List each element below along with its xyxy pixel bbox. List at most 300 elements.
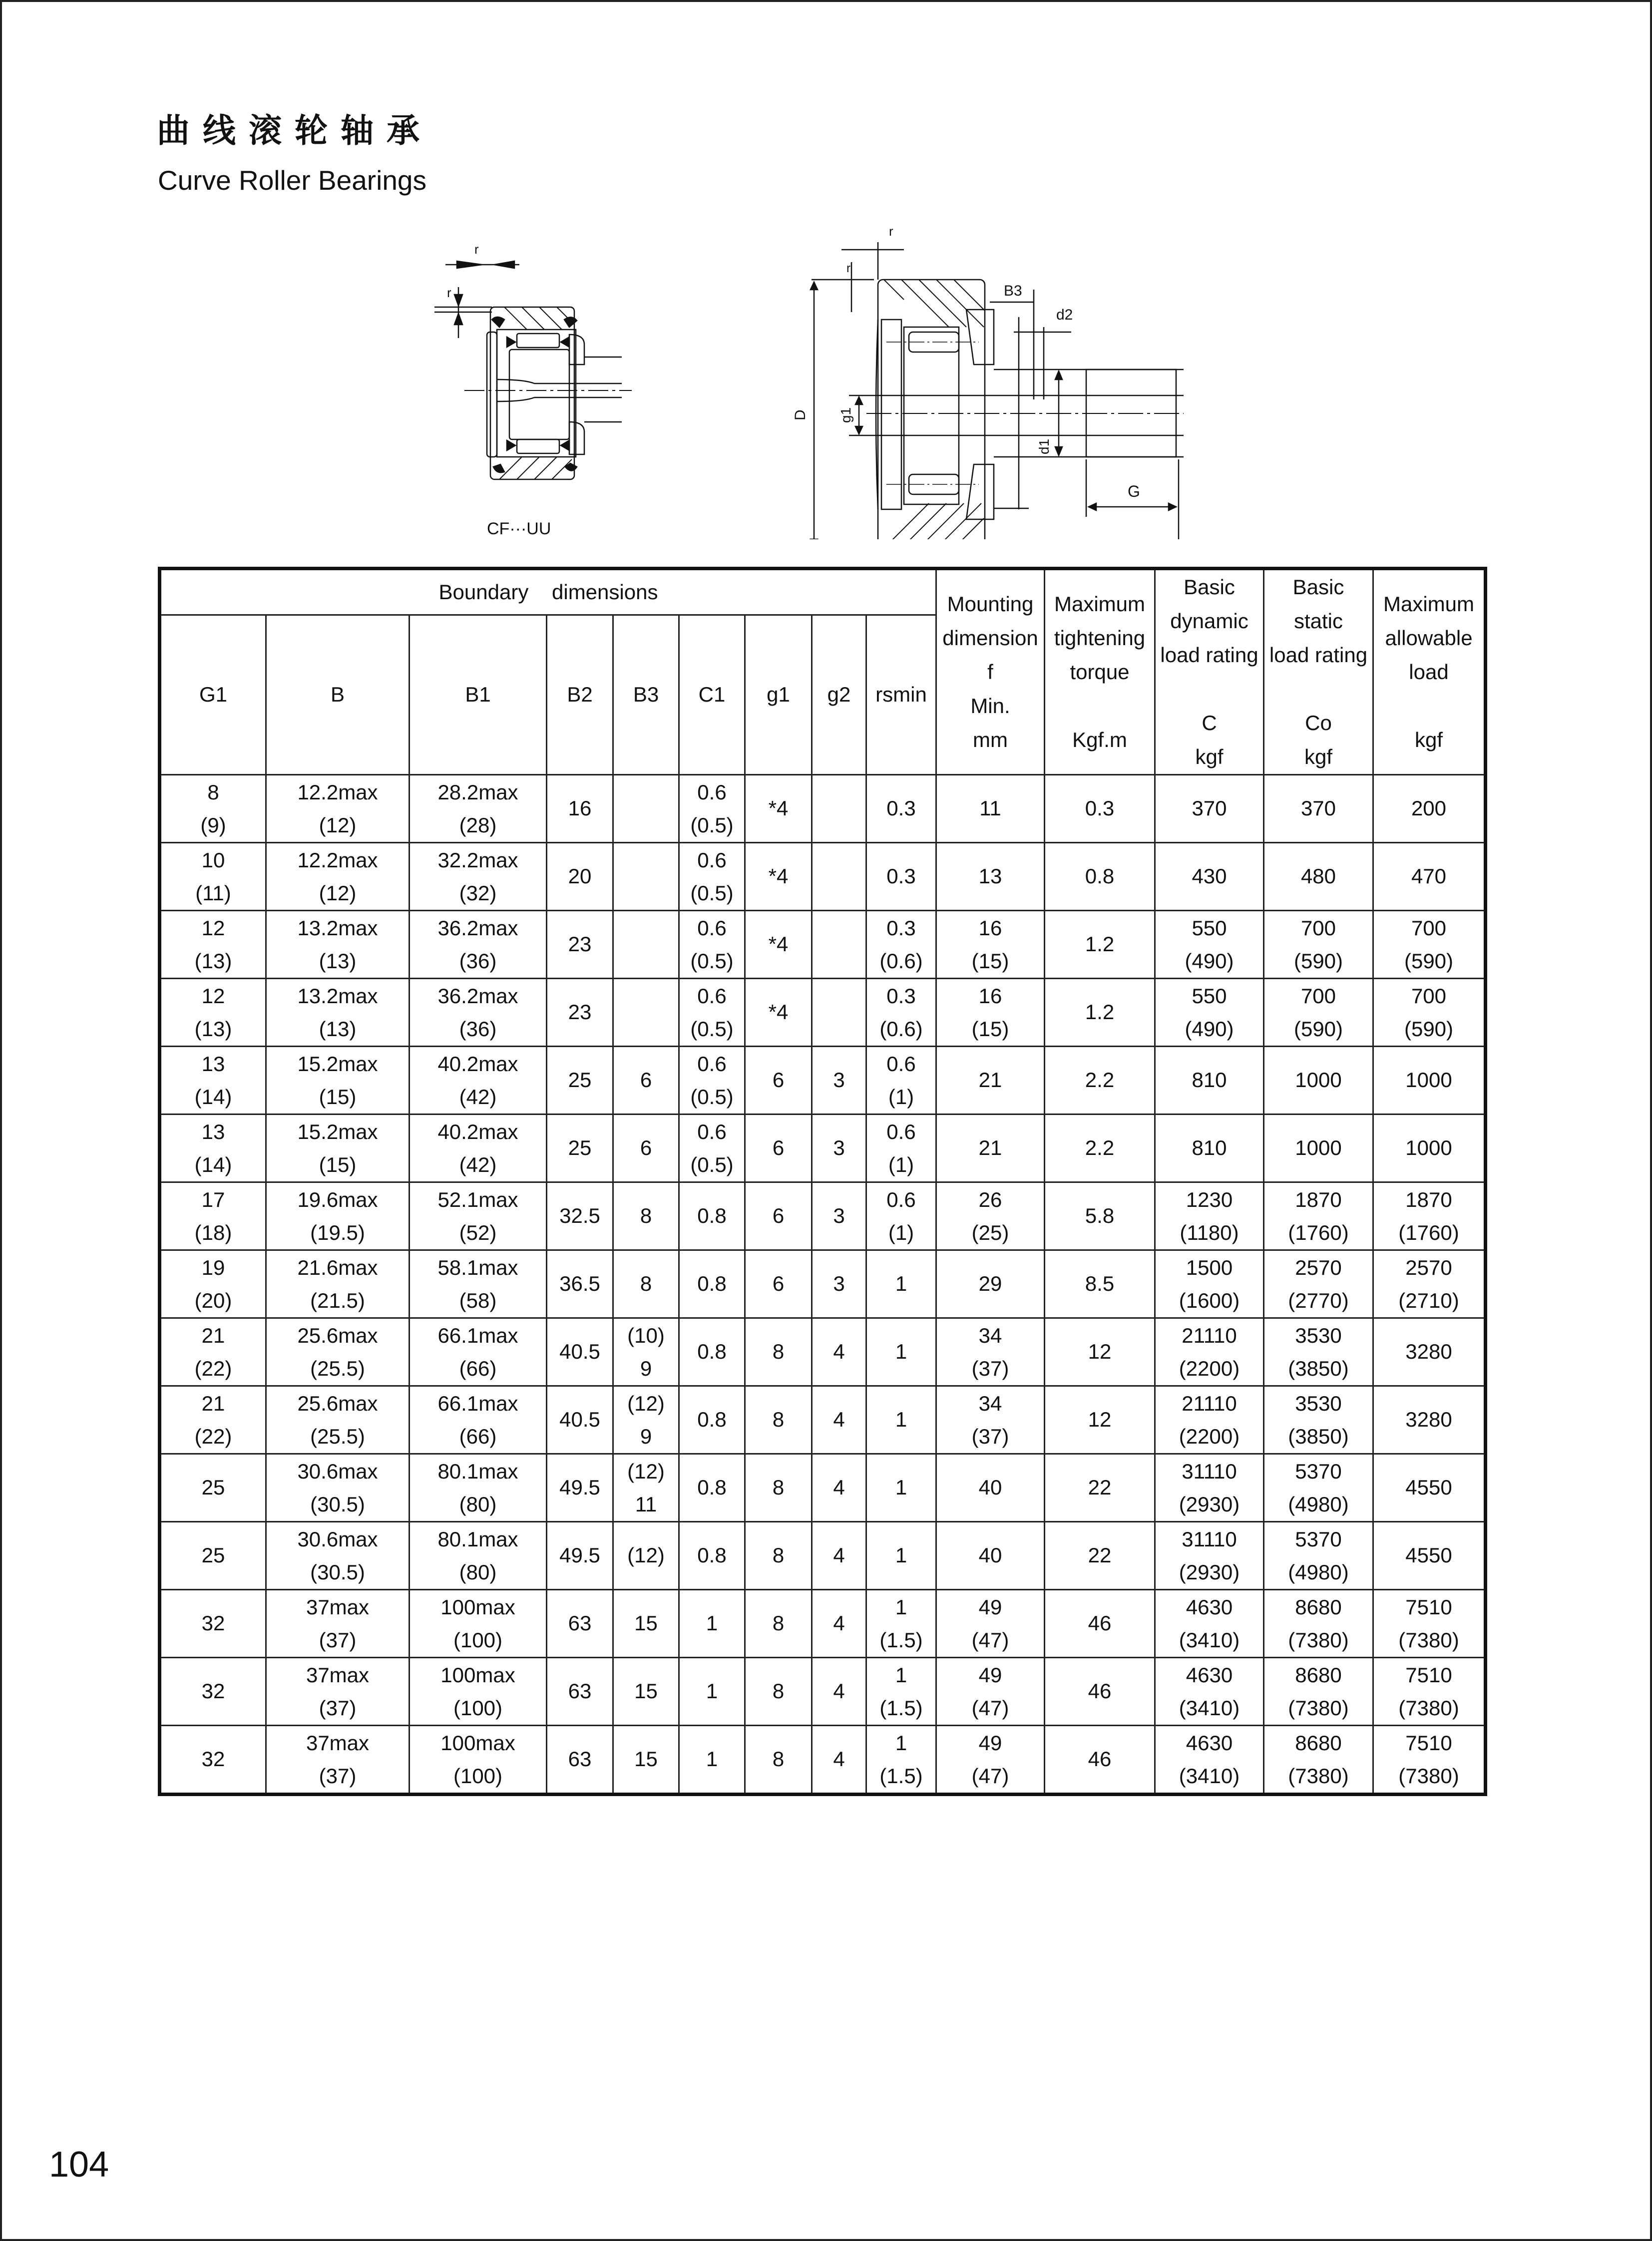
cell-value-alt: (13) [319,949,357,973]
cell-value: 63 [568,1679,592,1703]
cell-value: 0.3 [886,864,916,888]
cell-b2 [547,775,613,843]
header-basic-static-load [1264,569,1373,775]
d2-label: d2 [1056,307,1073,323]
cell-co [1264,911,1373,979]
table-row [160,1318,1486,1386]
cell-value-alt: (19.5) [310,1220,365,1244]
cell-max-load [1373,979,1486,1047]
cell-value-alt: (13) [194,949,232,973]
cell-value: 0.6 [697,1120,727,1143]
bearing-drawing-stud [784,220,1184,539]
header-line: Kgf.m [1072,728,1127,751]
header-basic-dynamic-load [1155,569,1264,775]
cell-value-alt: (7380) [1288,1764,1349,1788]
cell-value-alt: (21.5) [310,1288,365,1312]
cell-value: *4 [768,796,789,820]
cell-value: 49.5 [559,1476,600,1499]
cell-b [266,1047,410,1115]
cell-value-alt: (1) [888,1085,914,1109]
cell-g2 [812,1454,866,1522]
cell-value: 2.2 [1085,1068,1115,1092]
cell-b1 [410,775,547,843]
b3-label: B3 [1004,283,1022,299]
cell-torque [1045,775,1155,843]
cell-value-alt: (13) [319,1017,357,1041]
cell-value: 5.8 [1085,1204,1115,1228]
cell-b3 [613,1047,679,1115]
cell-value-alt: (25.5) [310,1424,365,1448]
cell-value: 8 [772,1611,785,1635]
cell-value: 8 [640,1272,652,1296]
cell-value: 3530 [1295,1391,1342,1415]
cell-value: 15 [634,1611,658,1635]
cell-g2 [812,1386,866,1454]
cell-value-alt: (4980) [1288,1492,1349,1516]
cell-g1 [745,1726,812,1795]
cell-value: 1 [706,1747,718,1771]
cell-value: 32.2max [437,848,518,872]
cell-value: 16 [978,916,1002,940]
cell-b1 [410,1522,547,1590]
header-line: allowable [1385,626,1473,650]
table-row [160,911,1486,979]
cell-value: 21110 [1182,1323,1237,1347]
cell-b [266,843,410,911]
cell-value-alt: (1.5) [879,1628,923,1652]
g-label: G [1128,482,1140,500]
cell-value: 480 [1300,864,1336,888]
cell-value: 1 [895,1731,907,1755]
cell-value: 0.6 [697,848,727,872]
cell-value: 8 [772,1747,785,1771]
cell-value: 4 [833,1747,845,1771]
cell-c [1155,1250,1264,1318]
cell-value: 700 [1300,984,1336,1008]
header-line: Min. [970,694,1010,718]
cell-rsmin [866,1726,936,1795]
cell-g1 [160,1047,266,1115]
cell-value: 8 [772,1476,785,1499]
cell-value-alt: (25.5) [310,1356,365,1380]
cell-value-alt: (42) [459,1085,497,1109]
cell-value-alt: (100) [453,1696,503,1720]
cell-f [936,1454,1045,1522]
cell-value: 0.6 [697,1052,727,1076]
cell-value: 46 [1088,1611,1112,1635]
cell-g1 [745,1590,812,1658]
cell-value: 13 [201,1120,225,1143]
cell-value: 4630 [1186,1663,1233,1687]
cell-value: 34 [978,1391,1002,1415]
table-row [160,1386,1486,1454]
cell-value-alt: (37) [319,1764,357,1788]
cell-b3 [613,1454,679,1522]
cell-co [1264,1182,1373,1250]
cell-value: 32 [201,1611,225,1635]
cell-b [266,911,410,979]
cell-value-alt: (80) [459,1492,497,1516]
cell-value: 21 [201,1391,225,1415]
r-label-side: r [846,262,850,275]
cell-value: 3 [833,1136,845,1160]
cell-value: 63 [568,1747,592,1771]
cell-value-alt: (490) [1185,949,1234,973]
cell-b [266,1522,410,1590]
cell-value: 8 [772,1340,785,1364]
cell-value: 470 [1411,864,1447,888]
cell-b1 [410,1590,547,1658]
cell-value: 8 [772,1679,785,1703]
cell-value: 36.5 [559,1272,600,1296]
cell-value [836,864,842,888]
cell-value-alt: (0.5) [690,1085,734,1109]
cell-value: 1230 [1186,1187,1233,1211]
cell-value: 22 [1088,1476,1112,1499]
cell-c [1155,1318,1264,1386]
cell-value: 37max [306,1595,370,1619]
header-line: torque [1070,660,1130,684]
cell-rsmin [866,1590,936,1658]
cell-g2 [812,979,866,1047]
cell-value: 40 [978,1543,1002,1567]
cell-value: 29 [978,1272,1002,1296]
cell-value-alt: (13) [194,1017,232,1041]
cell-c1 [679,775,745,843]
cell-value: 2570 [1295,1255,1342,1279]
cell-value-alt: (9) [200,813,226,837]
cell-co [1264,979,1373,1047]
cell-b1 [410,1454,547,1522]
cell-b2 [547,979,613,1047]
cell-b2 [547,1318,613,1386]
cell-value-alt: (7380) [1398,1764,1459,1788]
cell-value: 19.6max [297,1187,378,1211]
cell-b1 [410,1250,547,1318]
cell-value [836,796,842,820]
cell-value-alt: (12) [319,881,357,905]
cell-value: 1 [895,1340,907,1364]
cell-value-alt: (20) [194,1288,232,1312]
cell-value: 12 [1088,1408,1112,1432]
cell-value-alt: (590) [1293,1017,1343,1041]
header-line: dynamic [1170,609,1248,633]
cell-value: 1 [895,1595,907,1619]
cell-value-alt: (15) [971,1017,1009,1041]
cell-g1 [160,1590,266,1658]
header-b: B [266,615,410,775]
cell-b [266,1318,410,1386]
cell-rsmin [866,775,936,843]
header-g1: G1 [160,615,266,775]
cell-value: 1 [895,1476,907,1499]
header-c1: C1 [679,615,745,775]
cell-g1 [745,1182,812,1250]
cell-g2 [812,1115,866,1182]
cell-b2 [547,1115,613,1182]
cell-value: 30.6max [297,1459,378,1483]
cell-torque [1045,1115,1155,1182]
cell-value-alt: (37) [971,1356,1009,1380]
cell-value-alt: 9 [640,1356,652,1380]
cell-g1 [160,1658,266,1726]
cell-value: 31110 [1182,1459,1237,1483]
cell-g1 [745,1454,812,1522]
cell-rsmin [866,1182,936,1250]
table-row [160,1115,1486,1182]
cell-value: 15 [634,1679,658,1703]
cell-value: 8 [207,780,219,804]
cell-value [836,932,842,956]
cell-value: 21 [978,1068,1002,1092]
header-g2: g2 [812,615,866,775]
cell-f [936,1726,1045,1795]
cell-value: 8 [640,1204,652,1228]
cell-c1 [679,979,745,1047]
cell-value: 30.6max [297,1527,378,1551]
header-line: Basic [1184,575,1235,599]
cell-value: 550 [1192,984,1227,1008]
cell-f [936,1047,1045,1115]
cell-value-alt: (1) [888,1220,914,1244]
cell-c1 [679,1115,745,1182]
cell-b [266,1182,410,1250]
cell-value: (10) [627,1323,665,1347]
cell-co [1264,1590,1373,1658]
cell-value: 32.5 [559,1204,600,1228]
cell-value: 7510 [1405,1595,1452,1619]
cell-torque [1045,843,1155,911]
cell-g1 [160,1522,266,1590]
cell-f [936,1522,1045,1590]
cell-value: 25 [568,1136,592,1160]
cell-g1 [160,1318,266,1386]
cell-b [266,1726,410,1795]
cell-value: 23 [568,932,592,956]
cell-b3 [613,911,679,979]
cell-value: 49 [978,1595,1002,1619]
cell-value: 32 [201,1747,225,1771]
cell-value-alt: (11) [195,881,231,905]
cell-value: 7510 [1405,1731,1452,1755]
table-row [160,1250,1486,1318]
header-line: Maximum [1054,592,1145,616]
header-b1: B1 [410,615,547,775]
cell-value: 34 [978,1323,1002,1347]
cell-b2 [547,1454,613,1522]
cell-b2 [547,1182,613,1250]
cell-value: 1000 [1295,1068,1342,1092]
cell-torque [1045,1454,1155,1522]
cell-value: 21 [201,1323,225,1347]
table-row [160,1047,1486,1115]
cell-value: 1 [895,1543,907,1567]
cell-value: 2570 [1405,1255,1452,1279]
cell-torque [1045,1047,1155,1115]
cell-value: 25.6max [297,1391,378,1415]
cell-value: 37max [306,1663,370,1687]
table-row [160,1522,1486,1590]
cell-g1 [745,911,812,979]
cell-value-alt: (37) [971,1424,1009,1448]
header-line: load rating [1160,643,1258,667]
cell-value: 1500 [1186,1255,1233,1279]
cell-max-load [1373,775,1486,843]
cell-b2 [547,1590,613,1658]
cell-value: 20 [568,864,592,888]
cell-value: 13.2max [297,984,378,1008]
cell-c1 [679,1522,745,1590]
cell-value: 49 [978,1663,1002,1687]
cell-value-alt: (1760) [1398,1220,1459,1244]
cell-value: 12 [201,916,225,940]
cell-value: 4550 [1405,1476,1452,1499]
cell-value-alt: (22) [194,1356,232,1380]
cell-b1 [410,1047,547,1115]
cell-b1 [410,1386,547,1454]
cell-value: 28.2max [437,780,518,804]
cell-value: 16 [568,796,592,820]
cell-c [1155,979,1264,1047]
g1-left-label: g1 [838,407,853,423]
cell-value: 8 [772,1408,785,1432]
cell-value-alt: (3850) [1288,1424,1349,1448]
cell-max-load [1373,1726,1486,1795]
cell-value: 6 [640,1136,652,1160]
cell-value: 0.6 [697,984,727,1008]
cell-value: 37max [306,1731,370,1755]
cell-c [1155,775,1264,843]
cell-value-alt: (47) [971,1764,1009,1788]
header-line [1374,689,1484,723]
cell-co [1264,1250,1373,1318]
cell-value: *4 [768,1000,789,1024]
cell-value: 36.2max [437,984,518,1008]
cell-b2 [547,1386,613,1454]
cell-value-alt: (7380) [1398,1628,1459,1652]
cell-value-alt: (15) [319,1085,357,1109]
cell-value-alt: (4980) [1288,1560,1349,1584]
cell-b [266,1115,410,1182]
cell-f [936,1658,1045,1726]
cell-rsmin [866,1522,936,1590]
cell-value-alt: 9 [640,1424,652,1448]
cell-value-alt: (490) [1185,1017,1234,1041]
cell-value-alt: (0.5) [690,1152,734,1176]
cell-c [1155,1590,1264,1658]
cell-value: 25 [568,1068,592,1092]
cell-value: 0.3 [886,796,916,820]
cell-g1 [745,1115,812,1182]
header-line: kgf [1414,728,1443,751]
cell-value: 0.8 [697,1340,727,1364]
header-max-allowable-load [1373,569,1486,775]
cell-f [936,1386,1045,1454]
cell-value: 4550 [1405,1543,1452,1567]
header-line: kgf [1195,745,1224,768]
cell-c1 [679,1047,745,1115]
cell-f [936,1318,1045,1386]
cell-value: 15.2max [297,1052,378,1076]
cell-f [936,1182,1045,1250]
cell-g1 [160,843,266,911]
cell-value: 700 [1411,984,1447,1008]
header-line [1156,672,1263,706]
cell-value: 5370 [1295,1527,1342,1551]
cell-value-alt: (14) [194,1085,232,1109]
header-line: Maximum [1383,592,1474,616]
cell-value-alt: (66) [459,1424,497,1448]
cell-value-alt: (590) [1404,1017,1454,1041]
cell-value: 21 [978,1136,1002,1160]
cell-value-alt: (58) [459,1288,497,1312]
cell-b1 [410,1726,547,1795]
cell-b [266,1386,410,1454]
cell-value: 370 [1192,796,1227,820]
cell-value [643,932,649,956]
cell-b1 [410,1658,547,1726]
cell-torque [1045,1386,1155,1454]
cell-value: 0.3 [1085,796,1115,820]
cell-value-alt: (7380) [1288,1696,1349,1720]
cell-value: 40.5 [559,1408,600,1432]
cell-max-load [1373,1522,1486,1590]
cell-value: 22 [1088,1543,1112,1567]
cell-value: 40 [978,1476,1002,1499]
cell-value: 40.5 [559,1340,600,1364]
cell-value: 63 [568,1611,592,1635]
cell-g1 [160,1454,266,1522]
cell-co [1264,1386,1373,1454]
page-title-english: Curve Roller Bearings [158,165,426,196]
cell-c [1155,1522,1264,1590]
cell-g1 [160,1726,266,1795]
cell-value: 25.6max [297,1323,378,1347]
cell-value-alt: (80) [459,1560,497,1584]
cell-g1 [745,1522,812,1590]
cell-g1 [745,843,812,911]
cell-value-alt: (3850) [1288,1356,1349,1380]
cell-value: 26 [978,1187,1002,1211]
cell-rsmin [866,1658,936,1726]
cell-max-load [1373,1386,1486,1454]
cell-co [1264,775,1373,843]
r-label-top: r [889,224,893,239]
cell-value-alt: (7380) [1288,1628,1349,1652]
cell-b [266,979,410,1047]
cell-value: 13 [201,1052,225,1076]
cell-c1 [679,1386,745,1454]
cell-value: 58.1max [437,1255,518,1279]
cell-value: 19 [201,1255,225,1279]
cell-value-alt: (1.5) [879,1696,923,1720]
cell-value-alt: (100) [453,1628,503,1652]
cell-b3 [613,1658,679,1726]
cell-value: 3280 [1405,1408,1452,1432]
cell-value: 810 [1192,1136,1227,1160]
cell-value-alt: (0.5) [690,813,734,837]
cell-value: 32 [201,1679,225,1703]
cell-value: 0.8 [697,1476,727,1499]
cell-g1 [745,1658,812,1726]
cell-b2 [547,1522,613,1590]
cell-value-alt: (22) [194,1424,232,1448]
cell-torque [1045,1318,1155,1386]
cell-value: 8 [772,1543,785,1567]
cell-value: 3 [833,1068,845,1092]
cell-g2 [812,1726,866,1795]
cell-max-load [1373,1454,1486,1522]
